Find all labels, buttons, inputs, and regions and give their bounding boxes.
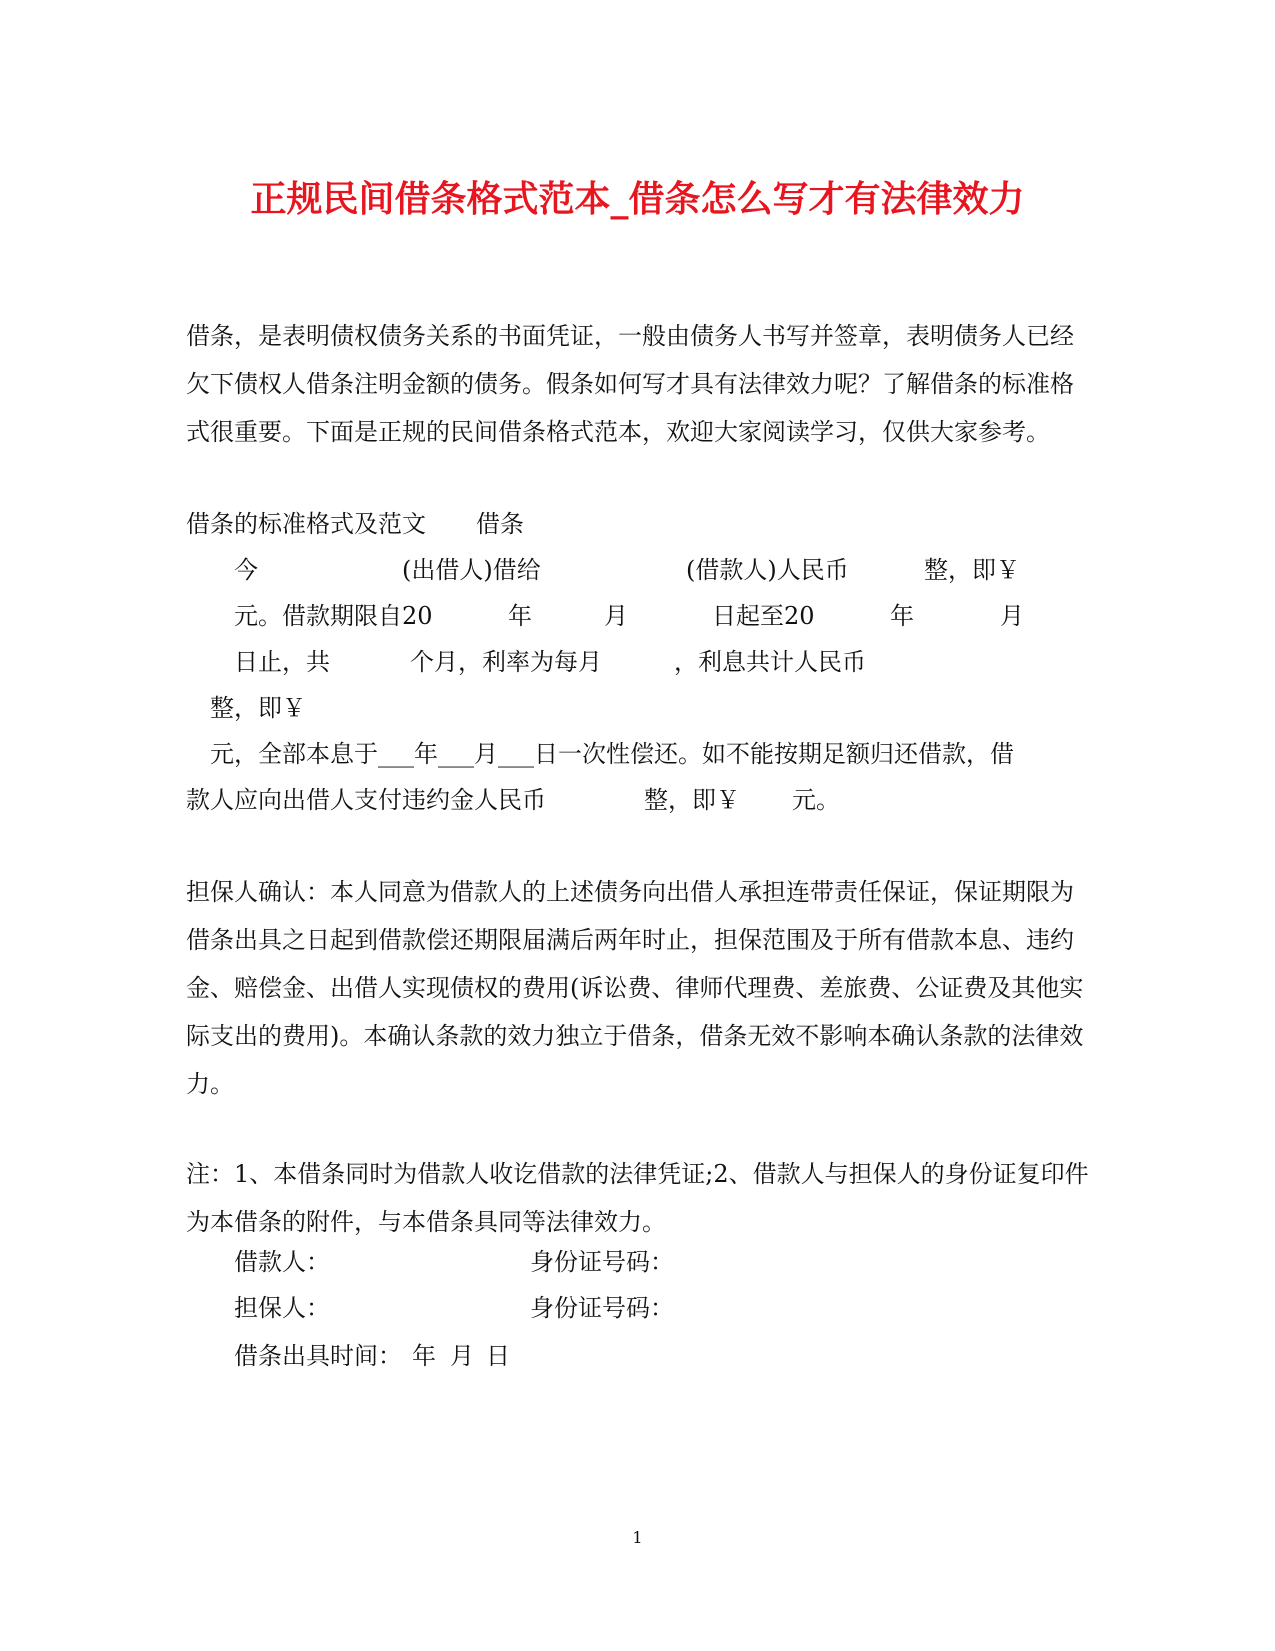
note-paragraph (186, 1150, 1091, 1246)
note-text: 注：1、本借条同时为借款人收讫借款的法律凭证;2、借款人与担保人的身份证复印件为本借条的附件，与本借条具同等法律效力。 (186, 1160, 1089, 1236)
borrower-label: 借款人： (234, 1248, 330, 1276)
date-month: 月 (450, 1342, 474, 1370)
section-heading: 借条的标准格式及范文 (186, 510, 426, 538)
form-line1-c: (借款人)人民币 (686, 556, 849, 584)
guarantor-paragraph (186, 868, 1091, 1108)
form-line2-d: 日起至20 (712, 602, 815, 630)
form-line1-a: 今 (234, 556, 258, 584)
borrower-id-label: 身份证号码： (530, 1248, 674, 1276)
date-year: 年 (412, 1342, 436, 1370)
form-line1-b: (出借人)借给 (402, 556, 541, 584)
form-line6-a: 款人应向出借人支付违约金人民币 (186, 786, 546, 814)
guarantor-id-label: 身份证号码： (530, 1294, 674, 1322)
date-label: 借条出具时间： (234, 1342, 402, 1370)
form-line6-b: 整，即￥ (644, 786, 740, 814)
form-line6-c: 元。 (792, 786, 840, 814)
section-heading-note: 借条 (476, 510, 524, 538)
page-number: 1 (632, 1528, 643, 1547)
form-line2-e: 年 (890, 602, 914, 630)
intro-paragraph (186, 312, 1091, 456)
form-line3-c: ，利息共计人民币 (674, 648, 866, 676)
form-line2-b: 年 (508, 602, 532, 630)
form-line2-f: 月 (1000, 602, 1024, 630)
form-line1-d: 整，即￥ (924, 556, 1020, 584)
form-line2-a: 元。借款期限自20 (234, 602, 433, 630)
form-line3-a: 日止，共 (234, 648, 330, 676)
form-line2-c: 月 (604, 602, 628, 630)
guarantor-label: 担保人： (234, 1294, 330, 1322)
document-title: 正规民间借条格式范本_借条怎么写才有法律效力 (250, 179, 1025, 220)
form-line3-b: 个月，利率为每月 (410, 648, 602, 676)
form-line4: 整，即￥ (210, 694, 306, 722)
date-day: 日 (486, 1342, 510, 1370)
guarantor-text: 担保人确认：本人同意为借款人的上述债务向出借人承担连带责任保证，保证期限为借条出具之日起到借款偿还期限届满后两年时止，担保范围及于所有借款本息、违约金、赔偿金、出借人实现债权的费用(诉讼费、律师代理费、差旅费、公证费及其他实际支出的费用)。本确认条款的效力独立于借条，借条无效不影响本确认条款的法律效力。 (186, 878, 1084, 1098)
form-line5: 元，全部本息于___年___月___日一次性偿还。如不能按期足额归还借款，借 (210, 740, 1014, 768)
intro-text: 借条，是表明债权债务关系的书面凭证，一般由债务人书写并签章，表明债务人已经欠下债权人借条注明金额的债务。假条如何写才具有法律效力呢？了解借条的标准格式很重要。下面是正规的民间借条格式范本，欢迎大家阅读学习，仅供大家参考。 (186, 322, 1074, 446)
